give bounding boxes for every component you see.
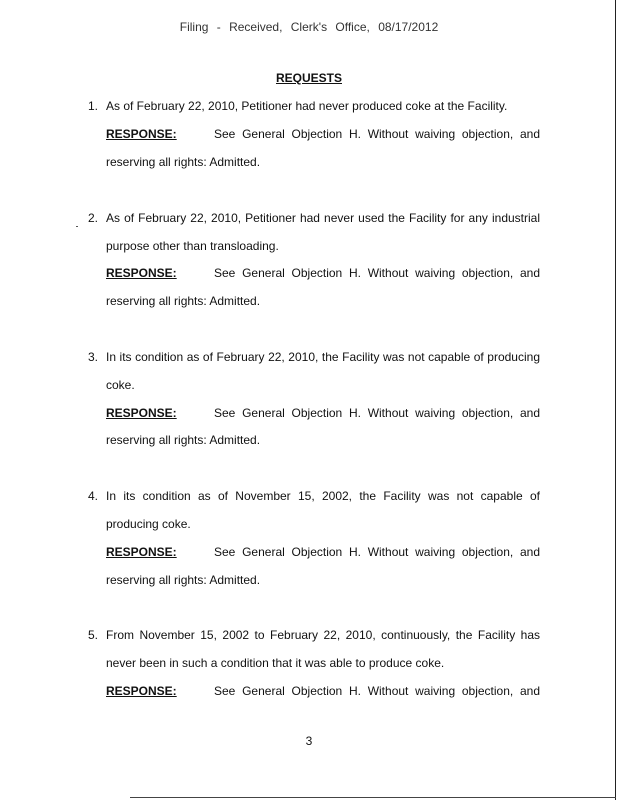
request-text: producing coke.: [106, 517, 191, 531]
request-text: coke.: [106, 378, 135, 392]
response-label: RESPONSE:: [106, 684, 177, 698]
response-continuation: reserving all rights: Admitted.: [106, 155, 261, 169]
request-text: From November 15, 2002 to February 22, 2010, continuously, the Facility has: [106, 628, 540, 642]
request-number: 2.: [88, 211, 99, 225]
response-label: RESPONSE:: [106, 545, 177, 559]
filing-header: Filing - Received, Clerk's Office, 08/17/2012: [179, 20, 439, 34]
scan-edge-right: [615, 0, 616, 800]
response-label: RESPONSE:: [106, 127, 177, 141]
request-text: As of February 22, 2010, Petitioner had never used the Facility for any industrial: [106, 211, 540, 225]
response-text: See General Objection H. Without waiving objection, and: [214, 406, 540, 420]
response-text: See General Objection H. Without waiving objection, and: [214, 545, 540, 559]
request-text: In its condition as of February 22, 2010, the Facility was not capable of producing: [106, 350, 540, 364]
request-text: As of February 22, 2010, Petitioner had never produced coke at the Facility.: [106, 99, 508, 113]
scan-speck: [76, 226, 78, 227]
request-number: 5.: [88, 628, 99, 642]
response-label: RESPONSE:: [106, 266, 177, 280]
response-label: RESPONSE:: [106, 406, 177, 420]
response-continuation: reserving all rights: Admitted.: [106, 433, 261, 447]
request-number: 3.: [88, 350, 99, 364]
request-number: 1.: [88, 99, 99, 113]
response-text: See General Objection H. Without waiving objection, and: [214, 684, 540, 698]
request-text: never been in such a condition that it was able to produce coke.: [106, 656, 445, 670]
response-continuation: reserving all rights: Admitted.: [106, 573, 261, 587]
request-number: 4.: [88, 489, 99, 503]
scan-edge-bottom: [130, 797, 616, 798]
request-text: purpose other than transloading.: [106, 239, 279, 253]
request-text: In its condition as of November 15, 2002, the Facility was not capable of: [106, 489, 540, 503]
page-number: 3: [305, 734, 313, 748]
section-title: REQUESTS: [275, 71, 342, 85]
response-continuation: reserving all rights: Admitted.: [106, 294, 261, 308]
response-text: See General Objection H. Without waiving objection, and: [214, 266, 540, 280]
response-text: See General Objection H. Without waiving objection, and: [214, 127, 540, 141]
